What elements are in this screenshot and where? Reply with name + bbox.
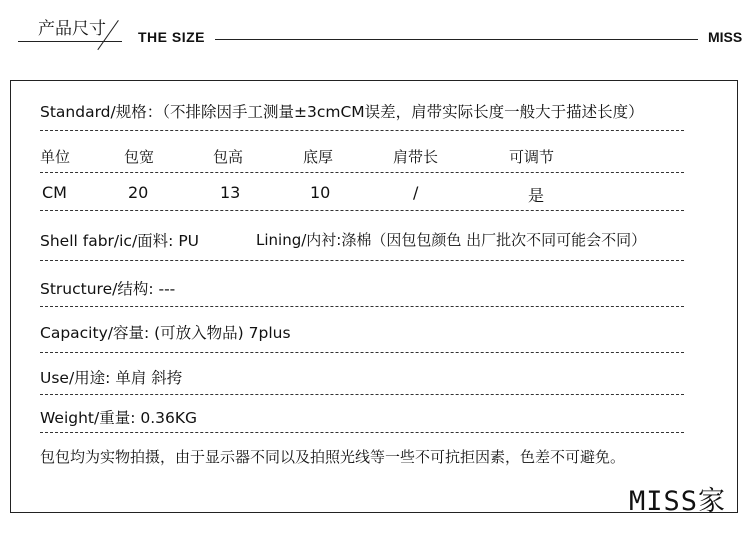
- table-header-depth: 底厚: [303, 148, 334, 166]
- table-value-width: 20: [128, 183, 149, 202]
- table-header-unit: 单位: [40, 148, 71, 166]
- divider: [40, 172, 684, 173]
- divider: [40, 432, 684, 433]
- divider: [40, 130, 684, 131]
- table-value-unit: CM: [42, 183, 67, 202]
- table-value-depth: 10: [310, 183, 331, 202]
- table-value-adjustable: 是: [528, 186, 545, 205]
- divider: [40, 394, 684, 395]
- color-disclaimer: 包包均为实物拍摄，由于显示器不同以及拍照光线等一些不可抗拒因素，色差不可避免。: [40, 448, 626, 466]
- divider: [40, 352, 684, 353]
- section-title-en: THE SIZE: [138, 29, 206, 45]
- divider: [40, 260, 684, 261]
- capacity-line: Capacity/容量: (可放入物品) 7plus: [40, 324, 291, 342]
- header-rule-right: [215, 39, 698, 40]
- use-line: Use/用途: 单肩 斜挎: [40, 369, 183, 387]
- divider: [40, 306, 684, 307]
- brand-signature: MISS家: [629, 486, 727, 517]
- lining-fabric: Lining/内衬:涤棉（因包包颜色 出厂批次不同可能会不同）: [256, 231, 647, 249]
- structure-line: Structure/结构: ---: [40, 280, 176, 298]
- divider: [40, 210, 684, 211]
- table-value-strap: /: [413, 183, 419, 202]
- table-header-strap: 肩带长: [393, 148, 439, 166]
- brand-label: MISS: [708, 29, 743, 45]
- header-rule-left: [18, 41, 122, 42]
- section-title-cn: 产品尺寸: [38, 19, 106, 39]
- standard-line: Standard/规格：（不排除因手工测量±3cmCM误差，肩带实际长度一般大于描述长度）: [40, 103, 644, 121]
- weight-line: Weight/重量: 0.36KG: [40, 409, 198, 427]
- table-header-width: 包宽: [124, 148, 155, 166]
- shell-fabric: Shell fabr/ic/面料: PU: [40, 232, 200, 250]
- table-value-height: 13: [220, 183, 241, 202]
- table-header-height: 包高: [213, 148, 244, 166]
- table-header-adjustable: 可调节: [509, 148, 555, 166]
